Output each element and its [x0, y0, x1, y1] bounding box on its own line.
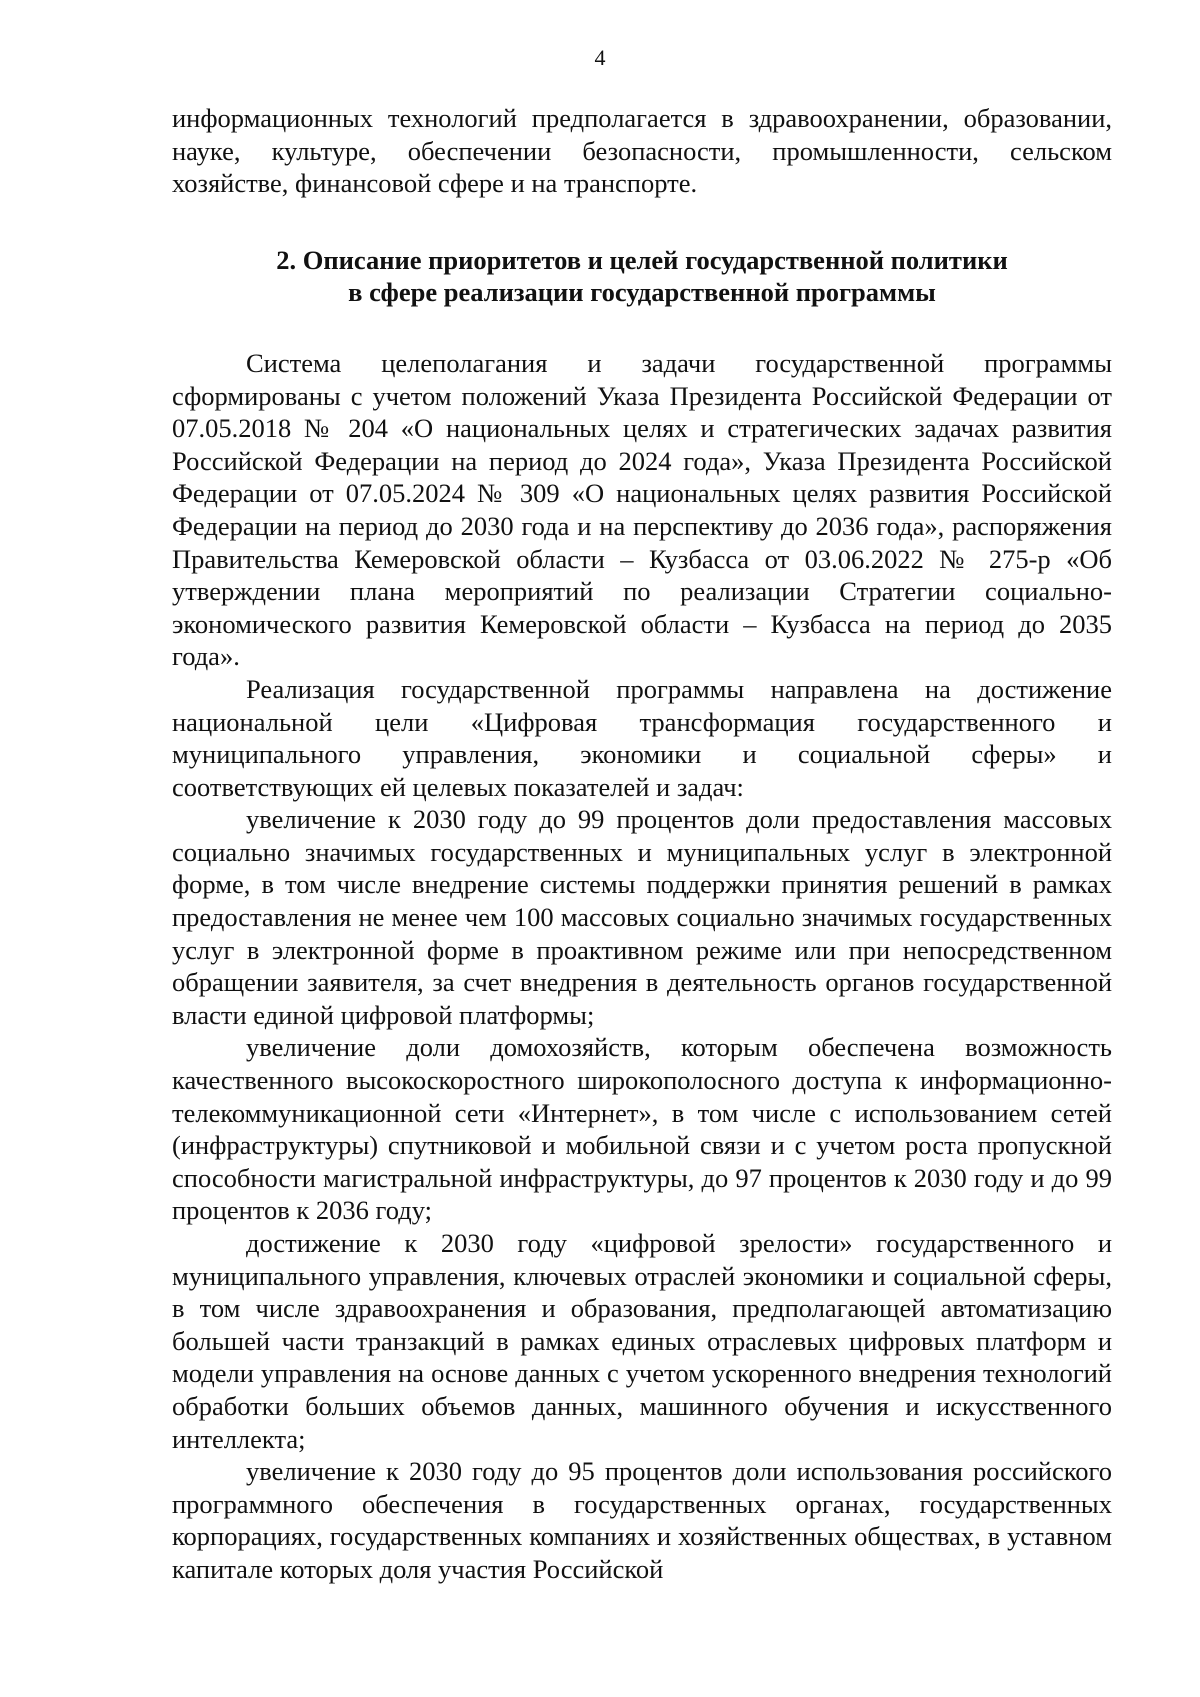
intro-paragraph: информационных технологий предполагается в здравоохранении, образовании, науке, культуре, обеспечении безопасности, промышленности, сельском хозяйстве, финансовой сфере и на транспорте.: [172, 103, 1112, 199]
section-heading-line-2: в сфере реализации государственной программы: [348, 277, 936, 308]
body-paragraph-national-goal: Реализация государственной программы направлена на достижение национальной цели «Цифровая трансформация государственного и муниципального управления, экономики и социальной сферы» и соответствующих ей целевых показателей и задач:: [172, 673, 1112, 802]
list-item-digital-maturity: достижение к 2030 году «цифровой зрелости» государственного и муниципального управления, ключевых отраслей экономики и социальной сферы, в том числе здравоохранения и образования, предполагающей автоматизацию большей части транзакций в рамках единых отраслевых цифровых платформ и модели управления на основе данных с учетом ускоренного внедрения технологий обработки больших объемов данных, машинного обучения и искусственного интеллекта;: [172, 1228, 1112, 1454]
page-number: 4: [594, 45, 606, 70]
list-item-broadband-access: увеличение доли домохозяйств, которым обеспечена возможность качественного высокоскоростного широкополосного доступа к информационно-телекоммуникационной сети «Интернет», в том числе с использованием сетей (инфраструктуры) спутниковой и мобильной связи и с учетом роста пропускной способности магистральной инфраструктуры, до 97 процентов к 2030 году и до 99 процентов к 2036 году;: [172, 1032, 1112, 1226]
list-item-public-services: увеличение к 2030 году до 99 процентов доли предоставления массовых социально значимых государственных и муниципальных услуг в электронной форме, в том числе внедрение системы поддержки принятия решений в рамках предоставления не менее чем 100 массовых социально значимых государственных услуг в электронной форме в проактивном режиме или при непосредственном обращении заявителя, за счет внедрения в деятельность органов государственной власти единой цифровой платформы;: [172, 804, 1112, 1030]
list-item-russian-software: увеличение к 2030 году до 95 процентов доли использования российского программного обеспечения в государственных органах, государственных корпорациях, государственных компаниях и хозяйственных обществах, в уставном капитале которых доля участия Российской: [172, 1456, 1112, 1584]
body-paragraph-goal-setting: Система целеполагания и задачи государственной программы сформированы с учетом положений Указа Президента Российской Федерации от 07.05.2018 № 204 «О национальных целях и стратегических задачах развития Российской Федерации на период до 2024 года», Указа Президента Российской Федерации от 07.05.2024 № 309 «О национальных целях развития Российской Федерации на период до 2030 года и на перспективу до 2036 года», распоряжения Правительства Кемеровской области – Кузбасса от 03.06.2022 № 275-р «Об утверждении плана мероприятий по реализации Стратегии социально-экономического развития Кемеровской области – Кузбасса на период до 2035 года».: [172, 347, 1112, 672]
document-body: [172, 102, 1112, 1586]
section-heading: [172, 244, 1112, 309]
section-heading-line-1: 2. Описание приоритетов и целей государственной политики: [276, 244, 1008, 275]
